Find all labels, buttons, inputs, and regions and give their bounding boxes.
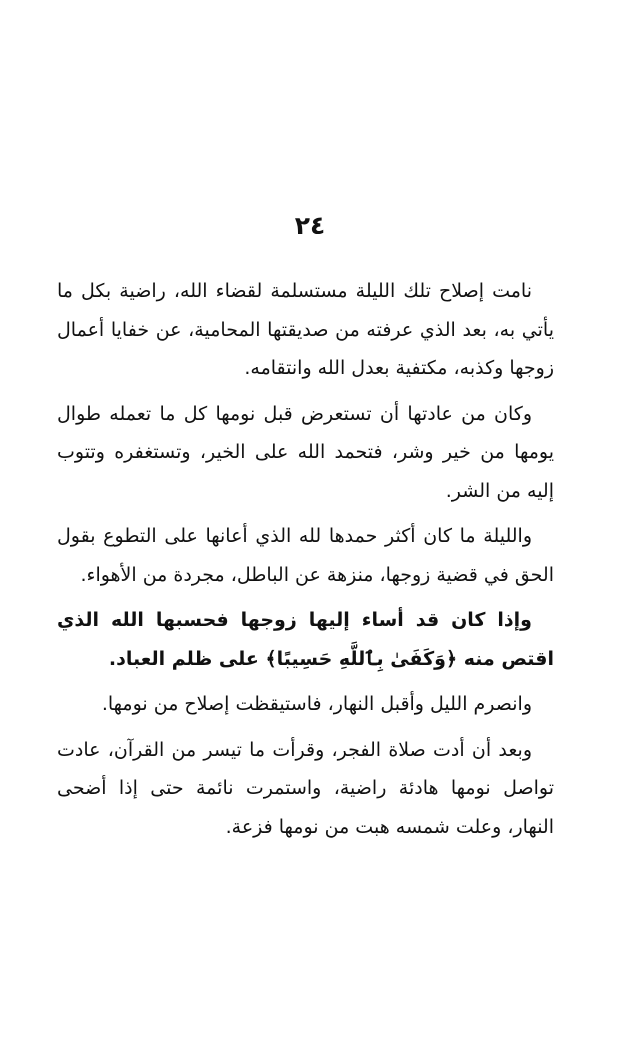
quran-quote: ﴿وَكَفَىٰ بِٱللَّهِ حَسِيبًا﴾ xyxy=(265,647,458,670)
paragraph-3: والليلة ما كان أكثر حمدها لله الذي أعانها على التطوع بقول الحق في قضية زوجها، منزهة عن الباطل، مجردة من الأهواء. xyxy=(57,525,554,586)
paragraph-1: نامت إصلاح تلك الليلة مستسلمة لقضاء الله، راضية بكل ما يأتي به، بعد الذي عرفته من صديقتها المحامية، عن خفايا أعمال زوجها وكذبه، مكتفية بعدل الله وانتقامه. xyxy=(57,280,554,379)
page-number: ٢٤ xyxy=(294,211,326,240)
paragraph-4-text-after: على ظلم العباد. xyxy=(108,647,266,670)
paragraph-2: وكان من عادتها أن تستعرض قبل نومها كل ما تعمله طوال يومها من خير وشر، فتحمد الله على الخير، وتستغفره وتتوب إليه من الشر. xyxy=(57,402,554,502)
body-text xyxy=(57,272,554,853)
paragraph-5: وانصرم الليل وأقبل النهار، فاستيقظت إصلاح من نومها. xyxy=(101,693,532,715)
paragraph-4 xyxy=(57,601,554,678)
paragraph-6: وبعد أن أدت صلاة الفجر، وقرأت ما تيسر من القرآن، عادت تواصل نومها هادئة راضية، واستمرت نائمة حتى إذا أضحى النهار، وعلت شمسه هبت من نومها فزعة. xyxy=(57,738,554,838)
paragraph-4-text-before: وإذا كان قد أساء إليها زوجها فحسبها الله الذي اقتص منه xyxy=(57,609,554,670)
